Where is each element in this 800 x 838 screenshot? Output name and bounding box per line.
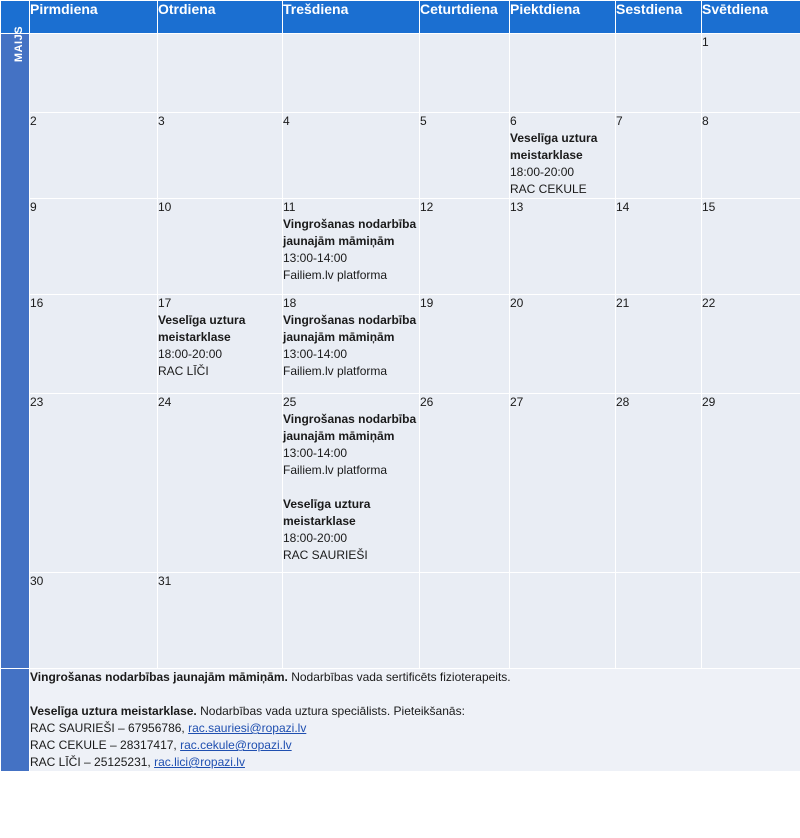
day-cell xyxy=(283,573,420,669)
weekday-header: Svētdiena xyxy=(702,1,800,34)
day-number: 3 xyxy=(158,114,165,128)
day-cell xyxy=(158,573,283,669)
day-cell xyxy=(30,34,158,113)
event-place: RAC SAURIEŠI xyxy=(283,548,368,562)
week-row xyxy=(1,113,800,199)
contact-email-link[interactable]: rac.lici@ropazi.lv xyxy=(154,755,245,769)
weekday-header: Trešdiena xyxy=(283,1,420,34)
nutrition-note-title: Veselīga uztura meistarklase. xyxy=(30,704,197,718)
notes-row xyxy=(1,669,800,772)
day-number: 19 xyxy=(420,296,434,310)
day-number: 17 xyxy=(158,296,172,310)
day-number: 11 xyxy=(283,200,296,214)
notes-section xyxy=(30,669,800,772)
contact-line xyxy=(30,754,800,771)
event-title: Vingrošanas nodarbība jaunajām māmiņām xyxy=(283,313,417,344)
day-number: 6 xyxy=(510,114,517,128)
weekday-header: Otrdiena xyxy=(158,1,283,34)
event-place: RAC LĪČI xyxy=(158,364,209,378)
day-cell xyxy=(30,199,158,295)
month-label xyxy=(1,25,30,669)
day-number: 22 xyxy=(702,296,716,310)
exercise-note-title: Vingrošanas nodarbības jaunajām māmiņām. xyxy=(30,670,288,684)
day-cell xyxy=(420,295,510,394)
day-cell xyxy=(420,394,510,573)
weekday-header: Pirmdiena xyxy=(30,1,158,34)
day-number: 29 xyxy=(702,395,716,409)
day-cell xyxy=(30,394,158,573)
day-number: 4 xyxy=(283,114,290,128)
day-cell xyxy=(510,295,616,394)
note-gap xyxy=(30,686,800,703)
weekday-header-row xyxy=(1,1,800,34)
event-place: Failiem.lv platforma xyxy=(283,463,388,477)
day-cell xyxy=(158,113,283,199)
contact-line xyxy=(30,720,800,737)
event-title: Veselīga uztura meistarklase xyxy=(283,497,371,528)
day-number: 13 xyxy=(510,200,524,214)
event-place: Failiem.lv platforma xyxy=(283,268,388,282)
exercise-note xyxy=(30,669,800,686)
day-cell xyxy=(702,34,800,113)
day-cell xyxy=(616,573,702,669)
event-title: Vingrošanas nodarbība jaunajām māmiņām xyxy=(283,217,417,248)
day-cell xyxy=(283,34,420,113)
day-number: 30 xyxy=(30,574,44,588)
day-cell xyxy=(420,113,510,199)
day-number: 26 xyxy=(420,395,434,409)
day-number: 18 xyxy=(283,296,297,310)
event-place: Failiem.lv platforma xyxy=(283,364,388,378)
nutrition-note-text: Nodarbības vada uztura speciālists. Pieteikšanās: xyxy=(196,704,465,718)
day-cell xyxy=(283,113,420,199)
event-place: RAC CEKULE xyxy=(510,182,587,196)
day-cell xyxy=(30,573,158,669)
day-cell xyxy=(30,113,158,199)
day-cell xyxy=(702,394,800,573)
day-cell xyxy=(420,199,510,295)
day-cell xyxy=(616,113,702,199)
week-row xyxy=(1,34,800,113)
day-cell xyxy=(420,573,510,669)
day-cell xyxy=(510,113,616,199)
day-cell xyxy=(510,394,616,573)
week-row xyxy=(1,394,800,573)
contact-label: RAC LĪČI – 25125231, xyxy=(30,755,155,769)
event-title: Vingrošanas nodarbība jaunajām māmiņām xyxy=(283,412,417,443)
event-time: 18:00-20:00 xyxy=(510,165,575,179)
day-number: 10 xyxy=(158,200,172,214)
event-time: 13:00-14:00 xyxy=(283,347,348,361)
day-number: 14 xyxy=(616,200,630,214)
event-title: Veselīga uztura meistarklase xyxy=(510,131,598,162)
day-number: 9 xyxy=(30,200,37,214)
day-cell xyxy=(158,199,283,295)
day-cell xyxy=(283,295,420,394)
day-number: 27 xyxy=(510,395,524,409)
event-time: 18:00-20:00 xyxy=(283,531,348,545)
day-cell xyxy=(30,295,158,394)
nutrition-note xyxy=(30,703,800,720)
day-cell xyxy=(420,34,510,113)
week-row xyxy=(1,199,800,295)
event-time: 13:00-14:00 xyxy=(283,251,348,265)
event-time: 18:00-20:00 xyxy=(158,347,223,361)
day-cell xyxy=(702,573,800,669)
event-gap xyxy=(283,479,419,496)
day-cell xyxy=(283,199,420,295)
day-number: 28 xyxy=(616,395,630,409)
day-number: 8 xyxy=(702,114,709,128)
day-cell xyxy=(702,295,800,394)
day-cell xyxy=(510,199,616,295)
day-cell xyxy=(702,199,800,295)
day-number: 5 xyxy=(420,114,427,128)
day-cell xyxy=(510,573,616,669)
month-name: MAIJS xyxy=(13,25,26,63)
contact-email-link[interactable]: rac.sauriesi@ropazi.lv xyxy=(188,721,307,735)
day-cell xyxy=(616,295,702,394)
contact-email-link[interactable]: rac.cekule@ropazi.lv xyxy=(180,738,292,752)
day-cell xyxy=(616,34,702,113)
event-title: Veselīga uztura meistarklase xyxy=(158,313,246,344)
week-row xyxy=(1,295,800,394)
contact-label: RAC CEKULE – 28317417, xyxy=(30,738,181,752)
day-number: 7 xyxy=(616,114,623,128)
contact-line xyxy=(30,737,800,754)
day-cell xyxy=(616,199,702,295)
day-number: 2 xyxy=(30,114,37,128)
day-number: 23 xyxy=(30,395,44,409)
exercise-note-text: Nodarbības vada sertificēts fizioterapeits. xyxy=(287,670,511,684)
day-cell xyxy=(510,34,616,113)
week-row xyxy=(1,573,800,669)
day-number: 25 xyxy=(283,395,297,409)
day-cell xyxy=(616,394,702,573)
day-cell xyxy=(283,394,420,573)
day-number: 1 xyxy=(702,35,709,49)
day-number: 15 xyxy=(702,200,716,214)
weekday-header: Ceturtdiena xyxy=(420,1,510,34)
day-number: 31 xyxy=(158,574,172,588)
day-number: 24 xyxy=(158,395,172,409)
weekday-header: Sestdiena xyxy=(616,1,702,34)
notes-side-bar xyxy=(1,669,30,772)
day-cell xyxy=(702,113,800,199)
weekday-header: Piektdiena xyxy=(510,1,616,34)
day-number: 21 xyxy=(616,296,630,310)
day-cell xyxy=(158,295,283,394)
event-time: 13:00-14:00 xyxy=(283,446,348,460)
day-cell xyxy=(158,34,283,113)
day-number: 20 xyxy=(510,296,524,310)
day-number: 12 xyxy=(420,200,434,214)
day-number: 16 xyxy=(30,296,44,310)
day-cell xyxy=(158,394,283,573)
contact-label: RAC SAURIEŠI – 67956786, xyxy=(30,721,189,735)
